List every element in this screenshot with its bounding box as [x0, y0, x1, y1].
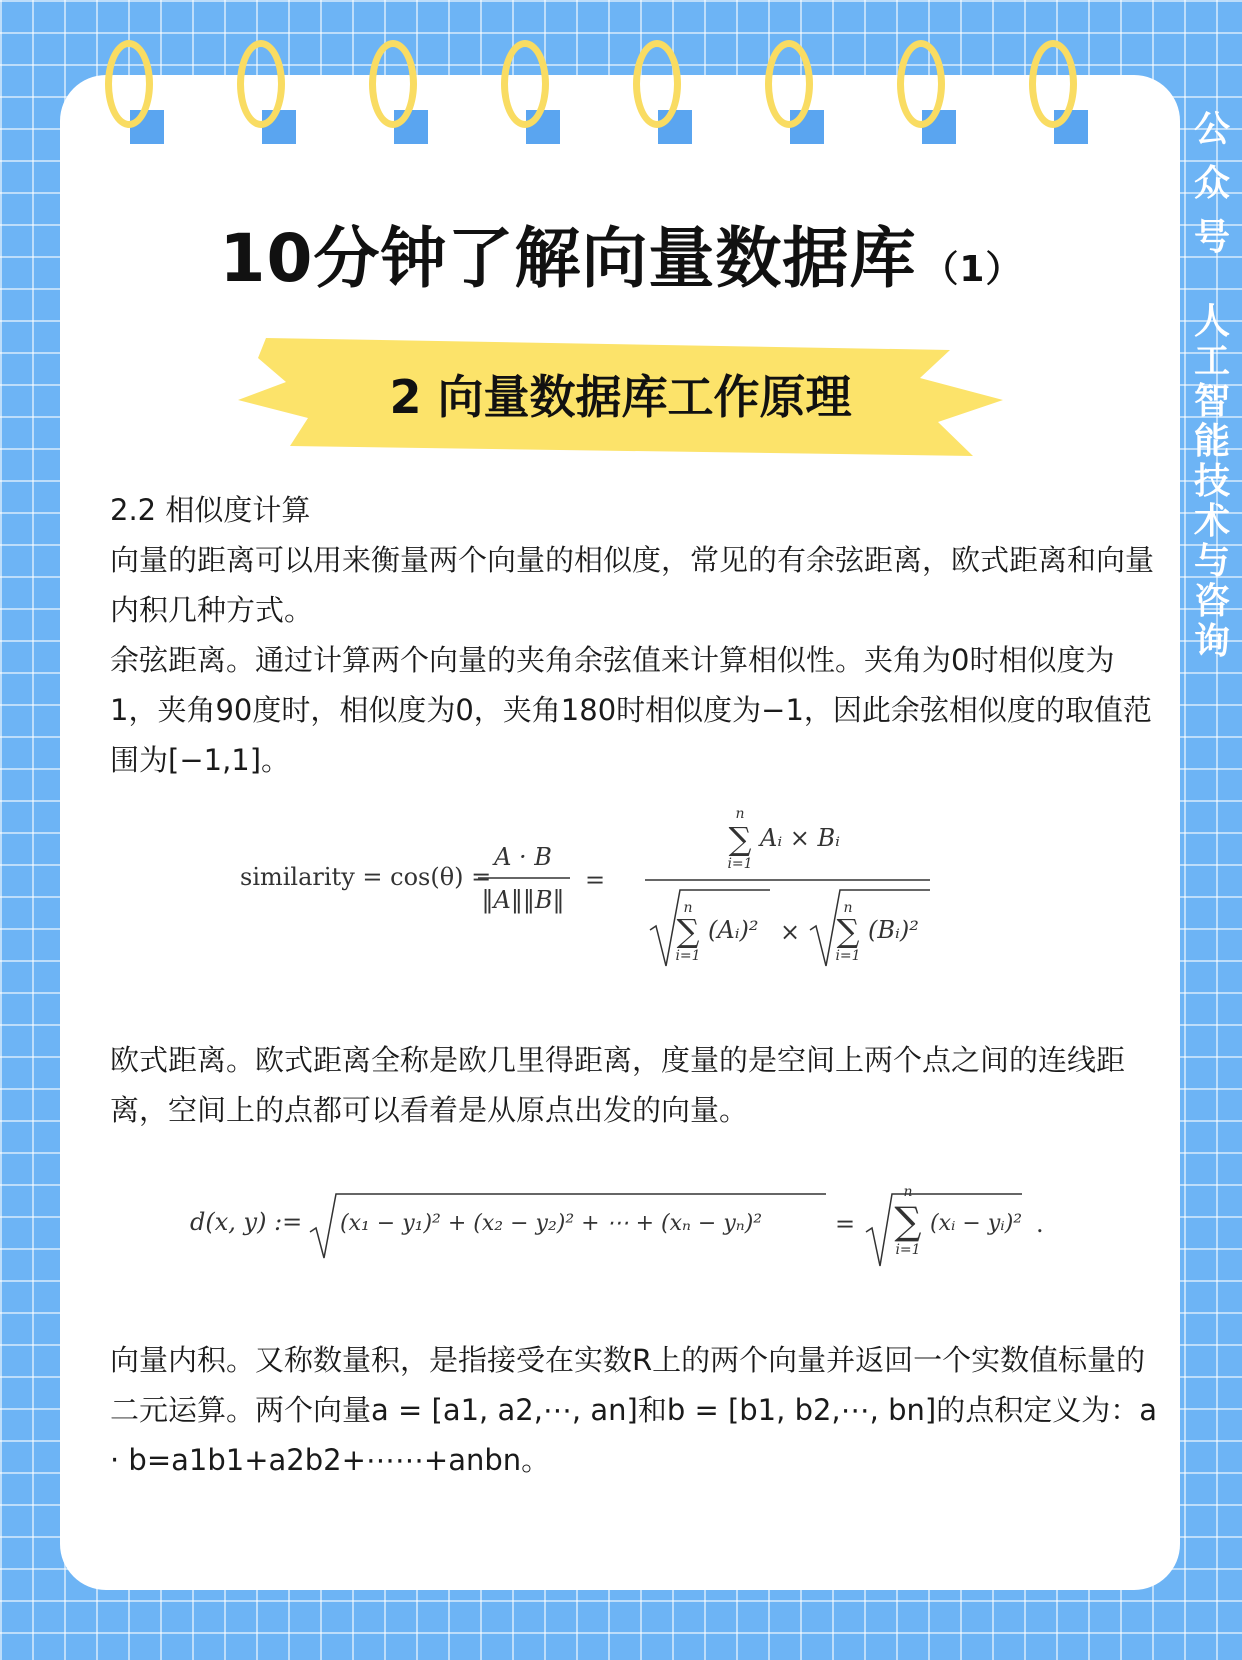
cosine-formula: [240, 800, 940, 979]
cos-den-sum-bottom-a: i=1: [675, 948, 701, 964]
euclid-end: .: [1036, 1210, 1044, 1238]
page-title-main: 10分钟了解向量数据库: [219, 220, 917, 297]
side-label-char: 众: [1193, 163, 1230, 204]
cos-den-sum-bottom-b: i=1: [835, 948, 861, 964]
cos-num1: A · B: [494, 843, 552, 871]
euclid-term: (xᵢ − yᵢ)²: [930, 1211, 1023, 1236]
binding-ring: [633, 40, 681, 128]
cos-den2b: (Bᵢ)²: [868, 916, 919, 944]
cos-sum-sign: ∑: [728, 820, 752, 858]
cos-den-sum-top-a: n: [683, 900, 693, 916]
euclid-sum-sign: ∑: [894, 1199, 922, 1243]
page-title-suffix: （1）: [922, 249, 1023, 290]
side-label-bottom: 人工智能技术与咨询: [1193, 301, 1230, 662]
cos-lhs: similarity = cos(θ) =: [240, 863, 492, 891]
cosine-paragraph: 余弦距离。通过计算两个向量的夹角余弦值来计算相似性。夹角为0时相似度为1，夹角90度时，相似度为0，夹角180时相似度为−1，因此余弦相似度的取值范围为[−1,1]。: [110, 643, 1152, 777]
side-label: [1190, 110, 1234, 662]
binding-ring: [237, 40, 285, 128]
euclid-eq: =: [835, 1210, 856, 1238]
euclid-sum-bottom: i=1: [895, 1242, 921, 1258]
side-label-char: 号: [1193, 217, 1230, 258]
euclid-paragraph: 欧式距离。欧式距离全称是欧几里得距离，度量的是空间上两个点之间的连线距离，空间上的点都可以看着是从原点出发的向量。: [110, 1043, 1126, 1127]
euclid-sum-top: n: [903, 1184, 913, 1200]
cos-num2: Aᵢ × Bᵢ: [760, 824, 840, 852]
cos-den-sum-sign-a: ∑: [676, 912, 700, 950]
cos-sum-bottom: i=1: [727, 856, 753, 872]
cos-den-sum-top-b: n: [843, 900, 853, 916]
euclid-radicand: (x₁ − y₁)² + (x₂ − y₂)² + ⋯ + (xₙ − yₙ)²: [340, 1211, 763, 1236]
intro-paragraph: 向量的距离可以用来衡量两个向量的相似度，常见的有余弦距离，欧式距离和向量内积几种方式。: [110, 543, 1155, 627]
binding-ring: [897, 40, 945, 128]
euclid-lhs: d(x, y) :=: [190, 1208, 303, 1236]
cos-den-sum-sign-b: ∑: [836, 912, 860, 950]
euclid-formula: [190, 1180, 1070, 1284]
cos-sum-top: n: [735, 806, 745, 822]
cos-den-times: ×: [780, 918, 801, 946]
binding-ring: [1029, 40, 1077, 128]
section-banner: [238, 338, 1003, 456]
side-label-char: 公: [1193, 109, 1230, 150]
dot-product-paragraph: 向量内积。又称数量积，是指接受在实数R上的两个向量并返回一个实数值标量的二元运算。两个向量a = [a1, a2,⋯, an]和b = [b1, b2,⋯, bn]的点积定义为：a · b=a1b1+a2b2+⋯⋯+anbn。: [110, 1343, 1157, 1477]
section-heading: 2.2 相似度计算: [110, 493, 311, 527]
section-banner-text: 2 向量数据库工作原理: [389, 370, 852, 424]
page-title: [0, 205, 1242, 300]
binding-ring: [369, 40, 417, 128]
cos-den2a: (Aᵢ)²: [708, 916, 759, 944]
cos-den1: ‖A‖‖B‖: [481, 886, 565, 914]
binding-ring: [501, 40, 549, 128]
binding-ring: [765, 40, 813, 128]
binding-ring: [105, 40, 153, 128]
cos-eq2: =: [585, 866, 606, 894]
